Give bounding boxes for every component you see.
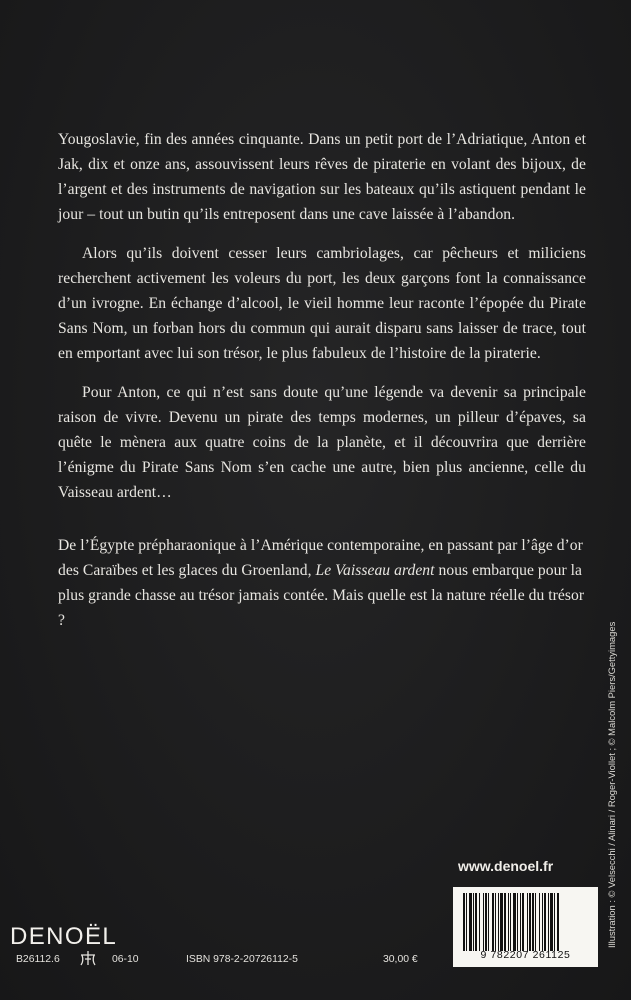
publisher-website[interactable]: www.denoel.fr [458, 858, 554, 874]
book-title-italic: Le Vaisseau ardent [315, 562, 435, 579]
price: 30,00 € [383, 954, 418, 965]
blurb-p4-start: De l’Égypte prépharaonique à l’Amérique contemporaine, en passant par l’âge d’or des Caraïbes et les glaces du Groenland, [58, 537, 583, 579]
blurb-paragraph-3: Pour Anton, ce qui n’est sans doute qu’une légende va devenir sa principale raison de vivre. Devenu un pirate des temps modernes, un pilleur d’épaves, sa quête le mènera aux quatre coins de la planète, et il découvrira que derrière l’énigme du Pirate Sans Nom s’en cache une autre, bien plus ancienne, celle du Vaisseau ardent… [58, 384, 586, 501]
blurb-paragraph-1: Yougoslavie, fin des années cinquante. Dans un petit port de l’Adriatique, Anton et Jak, dix et onze ans, assouvissent leurs rêves de piraterie en volant des bijoux, de l’argent et des instruments de navigation sur les bateaux qu’ils astiquent pendant le jour – tout un butin qu’ils entreposent dans une cave laissée à l’abandon. [58, 131, 586, 223]
edition-date: 06-10 [112, 954, 139, 965]
blurb-paragraph-4 [58, 533, 586, 633]
product-code: B26112.6 [16, 954, 60, 965]
blurb-p4-end: nous embarque pour la plus grande chasse au trésor jamais contée. Mais quelle est la nature réelle du trésor ? [58, 562, 585, 629]
book-blurb [58, 127, 586, 647]
cel-logo-icon [79, 950, 97, 966]
publisher-logo: DENOËL [10, 923, 118, 950]
barcode-bars [463, 893, 589, 951]
blurb-paragraph-2: Alors qu’ils doivent cesser leurs cambriolages, car pêcheurs et miliciens recherchent activement les voleurs du port, les deux garçons font la connaissance d’un ivrogne. En échange d’alcool, le vieil homme leur raconte l’épopée du Pirate Sans Nom, un forban hors du commun qui aurait disparu sans laisser de trace, tout en emportant avec lui son trésor, le plus fabuleux de l’histoire de la piraterie. [58, 245, 586, 362]
isbn: ISBN 978-2-20726112-5 [186, 954, 298, 965]
illustration-credit: Illustration : © Velsecchi / Alinari / Roger-Viollet ; © Malcolm Piers/Gettyimages [606, 621, 617, 948]
barcode [453, 887, 598, 967]
barcode-number: 9 782207 261125 [480, 949, 571, 961]
